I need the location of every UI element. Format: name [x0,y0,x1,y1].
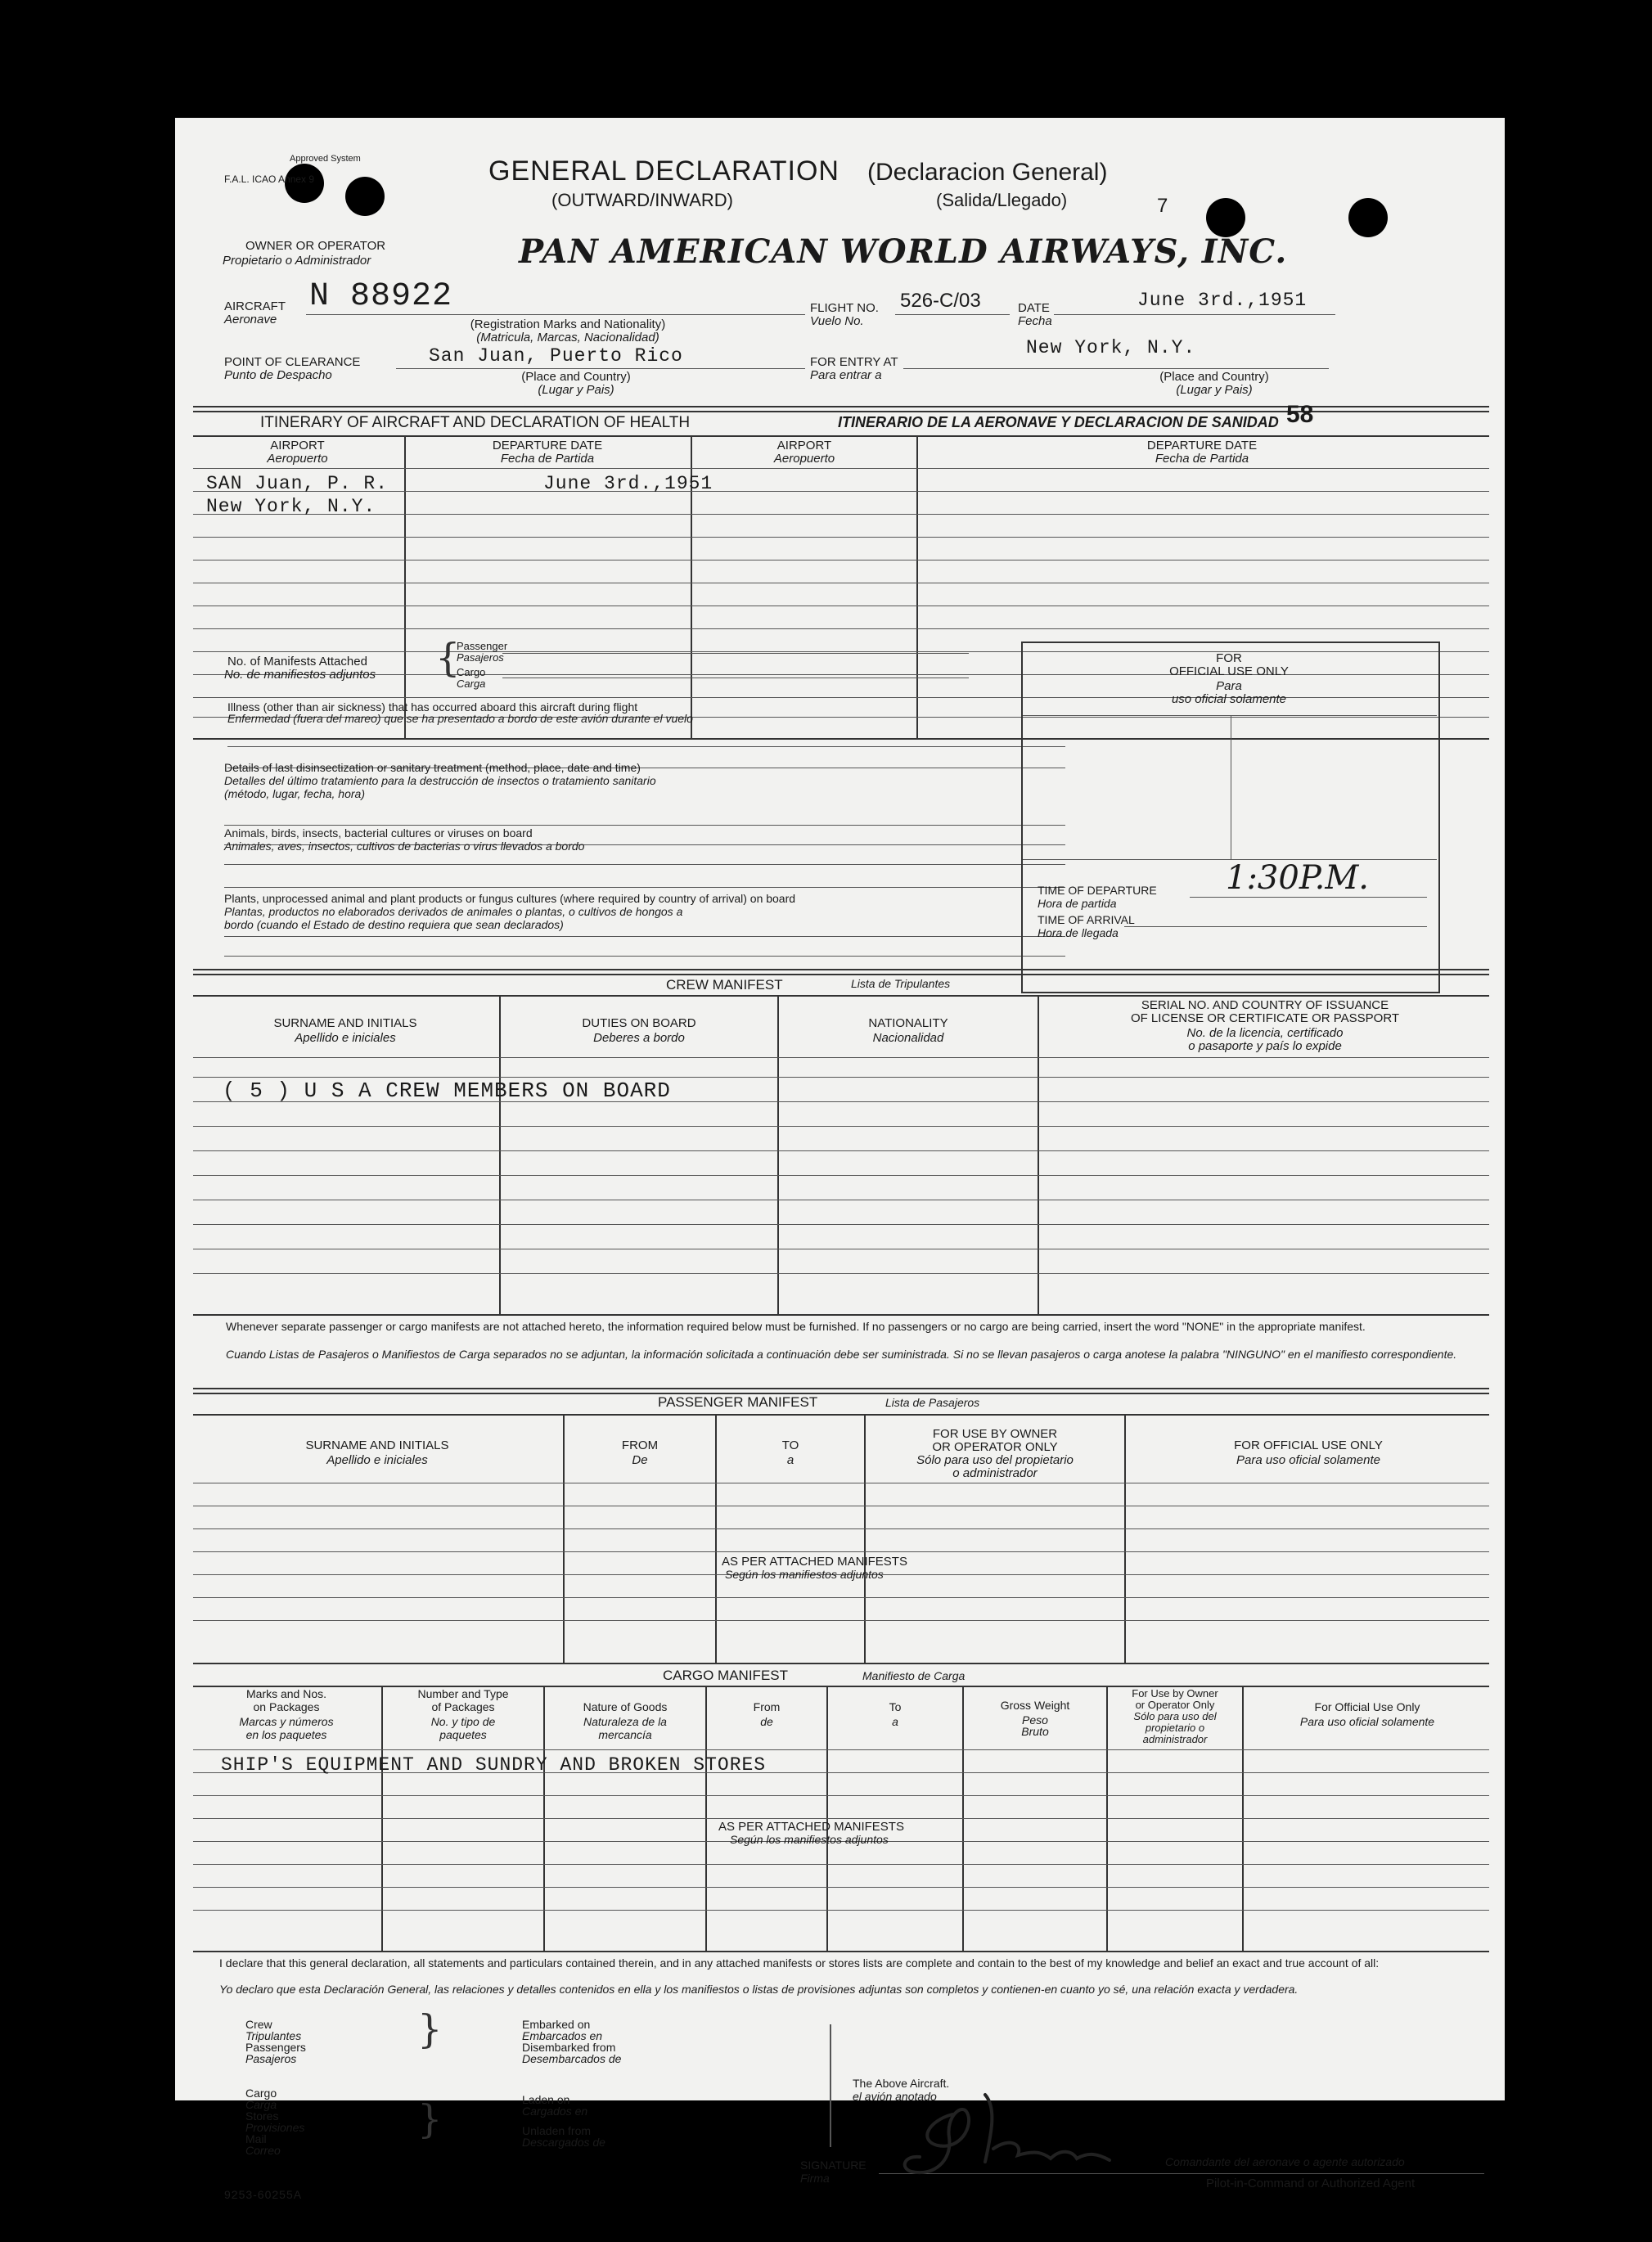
illness-text: Illness (other than air sickness) that has occurred aboard this aircraft during flight [227,700,638,714]
decl-unladen: Unladen from [522,2124,592,2137]
crew-col-serial-b: OF LICENSE OR CERTIFICATE OR PASSPORT [1130,1011,1400,1025]
brace: } [417,2096,443,2142]
approved-line: Approved System [290,154,361,164]
pax-col-to: TO [781,1438,799,1452]
cargo-col-owner-es: Sólo para uso del [1133,1710,1217,1722]
pax-col-owner: FOR USE BY OWNER [932,1427,1058,1441]
departure-time-label-es: Hora de partida [1038,897,1117,910]
departure-time-label: TIME OF DEPARTURE [1038,884,1157,897]
brace: { [435,635,461,681]
crew-title-es: Lista de Tripulantes [851,977,951,990]
animals-text: Animals, birds, insects, bacterial cultures or viruses on board [224,826,533,840]
crew-col-surname-es: Apellido e iniciales [295,1031,396,1045]
crew-entry: ( 5 ) U S A CREW MEMBERS ON BOARD [223,1078,671,1103]
notice-es: Cuando Listas de Pasajeros o Manifiestos de Carga separados no se adjuntan, la información solicitada a continuación debe ser suministrada. Si no se llevan pasajeros o carga anotese la palabra "NINGUNO" en el manifiesto correspondiente. [226,1348,1457,1361]
owner-label: OWNER OR OPERATOR [245,239,386,253]
signature-label-es: Firma [800,2172,830,2185]
pax-col-to-es: a [786,1453,794,1467]
cargo-col-marks-b: on Packages [253,1700,320,1713]
cargo-title: CARGO MANIFEST [663,1668,789,1683]
notice-en: Whenever separate passenger or cargo manifests are not attached hereto, the information required below must be furnished. If no passengers or no cargo are being carried, insert the word "NONE" in the appropriate manifest. [226,1320,1366,1333]
decl-passengers: Passengers [245,2041,306,2054]
cargo-col-marks: Marks and Nos. [245,1687,327,1700]
cargo-col-weight-es: Peso [1022,1713,1048,1727]
crew-col-nationality: NATIONALITY [868,1016,948,1030]
itinerary-stamp: 58 [1286,401,1314,428]
pilot-label: Pilot-in-Command or Authorized Agent [1206,2177,1416,2190]
itinerary-airport-1: SAN Juan, P. R. [206,473,389,494]
passenger-label-es: Pasajeros [457,651,504,664]
aircraft-caption: (Registration Marks and Nationality) [470,317,666,331]
flight-label: FLIGHT NO. [810,301,879,315]
punch-hole [345,177,385,216]
clearance-caption: (Place and Country) [521,370,631,384]
date-label: DATE [1018,301,1050,315]
official-for: FOR [1216,651,1242,665]
aircraft-label-es: Aeronave [224,313,277,326]
cargo-col-number-es2: paquetes [439,1728,487,1741]
decl-stores-es: Provisiones [245,2121,305,2134]
aircraft-caption-es: (Matricula, Marcas, Nacionalidad) [476,331,659,344]
clearance-label: POINT OF CLEARANCE [224,355,361,369]
cargo-col-number-b: of Packages [431,1700,495,1713]
pilot-signature [895,2083,1141,2181]
entry-label-es: Para entrar a [810,368,882,382]
crew-col-serial: SERIAL NO. AND COUNTRY OF ISSUANCE [1141,998,1389,1012]
decl-embarked-es: Embarcados en [522,2029,603,2042]
manifests-label-es: No. de manifiestos adjuntos [224,668,376,682]
brace: } [417,2006,443,2052]
cargo-label: Cargo [457,666,486,678]
it-col-airport: AIRPORT [270,439,325,452]
declaration-es: Yo declaro que esta Declaración General, las relaciones y detalles contenidos en ella y los manifiestos o listas de provisiones adjuntas son completos y contienen-en cuanto yo sé, una relación exacta y verdadera. [219,1983,1299,1996]
pax-col-official: FOR OFFICIAL USE ONLY [1234,1438,1383,1452]
decl-above: The Above Aircraft. [853,2077,950,2090]
pax-col-owner-es: Sólo para uso del propietario [916,1453,1074,1467]
signature-label: SIGNATURE [800,2159,867,2172]
cargo-col-owner: For Use by Owner [1132,1687,1218,1700]
cargo-col-nature: Nature of Goods [583,1700,668,1713]
it-col-airport-es: Aeropuerto [267,452,328,466]
cargo-col-owner-es2: propietario o [1145,1722,1205,1734]
cargo-col-to: To [889,1700,902,1713]
decl-crew: Crew [245,2018,272,2031]
it-col-departure-es: Fecha de Partida [500,452,595,466]
official-title-es2: uso oficial solamente [1171,692,1287,706]
decl-above-es: el avión anotado [853,2090,937,2103]
it-col-airport-2: AIRPORT [776,439,832,452]
form-title-es-sub: (Salida/Llegado) [936,190,1068,210]
decl-disembarked-es: Desembarcados de [522,2052,622,2065]
plants-text-es2: bordo (cuando el Estado de destino requiera que sean declarados) [224,918,564,931]
crew-col-duties: DUTIES ON BOARD [582,1016,696,1030]
official-title: OFFICIAL USE ONLY [1169,664,1289,678]
cargo-col-owner-es3: administrador [1142,1733,1208,1745]
cargo-label-es: Carga [457,678,486,690]
operator-name: PAN AMERICAN WORLD AIRWAYS, INC. [519,232,1288,271]
clearance-value: San Juan, Puerto Rico [429,345,683,367]
it-col-departure-2: DEPARTURE DATE [1146,439,1258,452]
crew-col-nationality-es: Nacionalidad [872,1031,944,1045]
decl-embarked: Embarked on [522,2018,591,2031]
cargo-col-marks-es: Marcas y números [239,1715,334,1728]
cargo-col-nature-es: Naturaleza de la [583,1715,667,1728]
arrival-time-label: TIME OF ARRIVAL [1038,913,1135,926]
pax-col-from-es: De [632,1453,648,1467]
crew-col-serial-es: No. de la licencia, certificado [1186,1026,1344,1040]
date-label-es: Fecha [1018,314,1052,328]
departure-time-value: 1:30P.M. [1226,859,1370,897]
form-number: 9253-60255A [224,2188,303,2201]
date-value: June 3rd.,1951 [1137,290,1308,311]
cargo-stamp: AS PER ATTACHED MANIFESTS [718,1820,904,1834]
cargo-col-weight: Gross Weight [1000,1699,1070,1712]
declaration-form [175,118,1505,2201]
entry-value: New York, N.Y. [1026,337,1196,358]
arrival-time-label-es: Hora de llegada [1038,926,1119,939]
disinsect-text-es2: (método, lugar, fecha, hora) [224,787,365,800]
illness-text-es: Enfermedad (fuera del mareo) que se ha presentado a bordo de este avión durante el vuelo [227,712,693,725]
crew-title: CREW MANIFEST [666,977,783,993]
entry-label: FOR ENTRY AT [810,355,898,369]
crew-col-duties-es: Deberes a bordo [593,1031,685,1045]
official-title-es: Para [1216,679,1242,693]
form-title-sub: (OUTWARD/INWARD) [551,190,733,210]
cargo-col-to-es: a [892,1715,898,1728]
decl-laden: Laden on [522,2093,570,2106]
cargo-col-official: For Official Use Only [1314,1700,1420,1713]
itinerary-airport-2: New York, N.Y. [206,496,376,517]
pax-col-official-es: Para uso oficial solamente [1236,1453,1380,1467]
decl-mail: Mail [245,2132,267,2145]
punch-hole [1206,198,1245,237]
aircraft-value: N 88922 [309,278,453,315]
decl-stores: Stores [245,2109,279,2123]
decl-crew-es: Tripulantes [245,2029,302,2042]
pax-col-owner-es2: o administrador [952,1466,1038,1480]
cargo-col-number: Number and Type [417,1687,509,1700]
disinsect-text: Details of last disinsectization or sanitary treatment (method, place, date and time) [224,761,641,774]
aircraft-label: AIRCRAFT [224,299,286,313]
disinsect-text-es: Detalles del último tratamiento para la destrucción de insectos o tratamiento sanitario [224,774,656,787]
cargo-col-official-es: Para uso oficial solamente [1299,1715,1435,1728]
passenger-label: Passenger [457,640,508,652]
decl-mail-es: Correo [245,2144,281,2157]
pax-stamp-es: Según los manifiestos adjuntos [725,1568,884,1581]
pax-col-from: FROM [621,1438,659,1452]
cargo-col-from-es: de [760,1715,773,1728]
cargo-entry: SHIP'S EQUIPMENT AND SUNDRY AND BROKEN STORES [221,1754,767,1776]
pax-col-surname-es: Apellido e iniciales [326,1453,428,1467]
decl-cargo-es: Carga [245,2098,277,2111]
clearance-caption-es: (Lugar y Pais) [538,383,614,397]
form-title-es: (Declaracion General) [867,159,1108,186]
clearance-label-es: Punto de Despacho [224,368,332,382]
cargo-col-weight-es2: Bruto [1021,1725,1049,1738]
decl-cargo: Cargo [245,2087,277,2100]
decl-passengers-es: Pasajeros [245,2052,297,2065]
entry-caption-es: (Lugar y Pais) [1176,383,1253,397]
pax-stamp: AS PER ATTACHED MANIFESTS [722,1555,907,1569]
itinerary-title: ITINERARY OF AIRCRAFT AND DECLARATION OF HEALTH [260,414,691,431]
entry-caption: (Place and Country) [1159,370,1269,384]
cargo-col-marks-es2: en los paquetes [245,1728,327,1741]
it-col-departure: DEPARTURE DATE [492,439,603,452]
cargo-stamp-es: Según los manifiestos adjuntos [730,1833,889,1846]
passenger-title-es: Lista de Pasajeros [885,1396,980,1409]
form-title: GENERAL DECLARATION [488,155,840,187]
passenger-title: PASSENGER MANIFEST [658,1394,818,1410]
decl-disembarked: Disembarked from [522,2041,616,2054]
it-col-airport-2-es: Aeropuerto [773,452,835,466]
cargo-col-from: From [753,1700,781,1713]
decl-laden-es: Cargados en [522,2105,588,2118]
animals-text-es: Animales, aves, insectos, cultivos de bacterias o virus llevados a bordo [224,840,585,853]
corner-mark: 7 [1157,195,1168,217]
plants-text: Plants, unprocessed animal and plant products or fungus cultures (where required by country of arrival) on board [224,892,796,905]
it-col-departure-2-es: Fecha de Partida [1155,452,1249,466]
itinerary-title-es: ITINERARIO DE LA AERONAVE Y DECLARACION DE SANIDAD [838,414,1279,430]
faa-line: F.A.L. ICAO Annex 9 [224,173,315,185]
owner-label-es: Propietario o Administrador [223,254,371,268]
pax-col-surname: SURNAME AND INITIALS [305,1438,449,1452]
crew-col-serial-es2: o pasaporte y país lo expide [1188,1039,1342,1053]
plants-text-es: Plantas, productos no elaborados derivados de animales o plantas, o cultivos de hongos a [224,905,683,918]
cargo-col-nature-es2: mercancía [598,1728,652,1741]
itinerary-departure-1: June 3rd.,1951 [543,473,713,494]
cargo-title-es: Manifiesto de Carga [862,1669,966,1682]
cargo-col-number-es: No. y tipo de [430,1715,496,1728]
cargo-col-owner-b: or Operator Only [1135,1699,1215,1711]
crew-col-surname: SURNAME AND INITIALS [273,1016,417,1030]
pax-col-owner-b: OR OPERATOR ONLY [932,1440,1058,1454]
flight-label-es: Vuelo No. [810,314,864,328]
decl-unladen-es: Descargados de [522,2136,605,2149]
declaration-en: I declare that this general declaration, all statements and particulars contained therein, and in any attached manifests or stores lists are complete and contain to the best of my knowledge and belief an exact and true account of all: [219,1956,1380,1970]
flight-value: 526-C/03 [900,290,981,312]
punch-hole [1348,198,1388,237]
pilot-label-es: Comandante del aeronave o agente autorizado [1165,2155,1405,2168]
manifests-label: No. of Manifests Attached [227,655,367,669]
